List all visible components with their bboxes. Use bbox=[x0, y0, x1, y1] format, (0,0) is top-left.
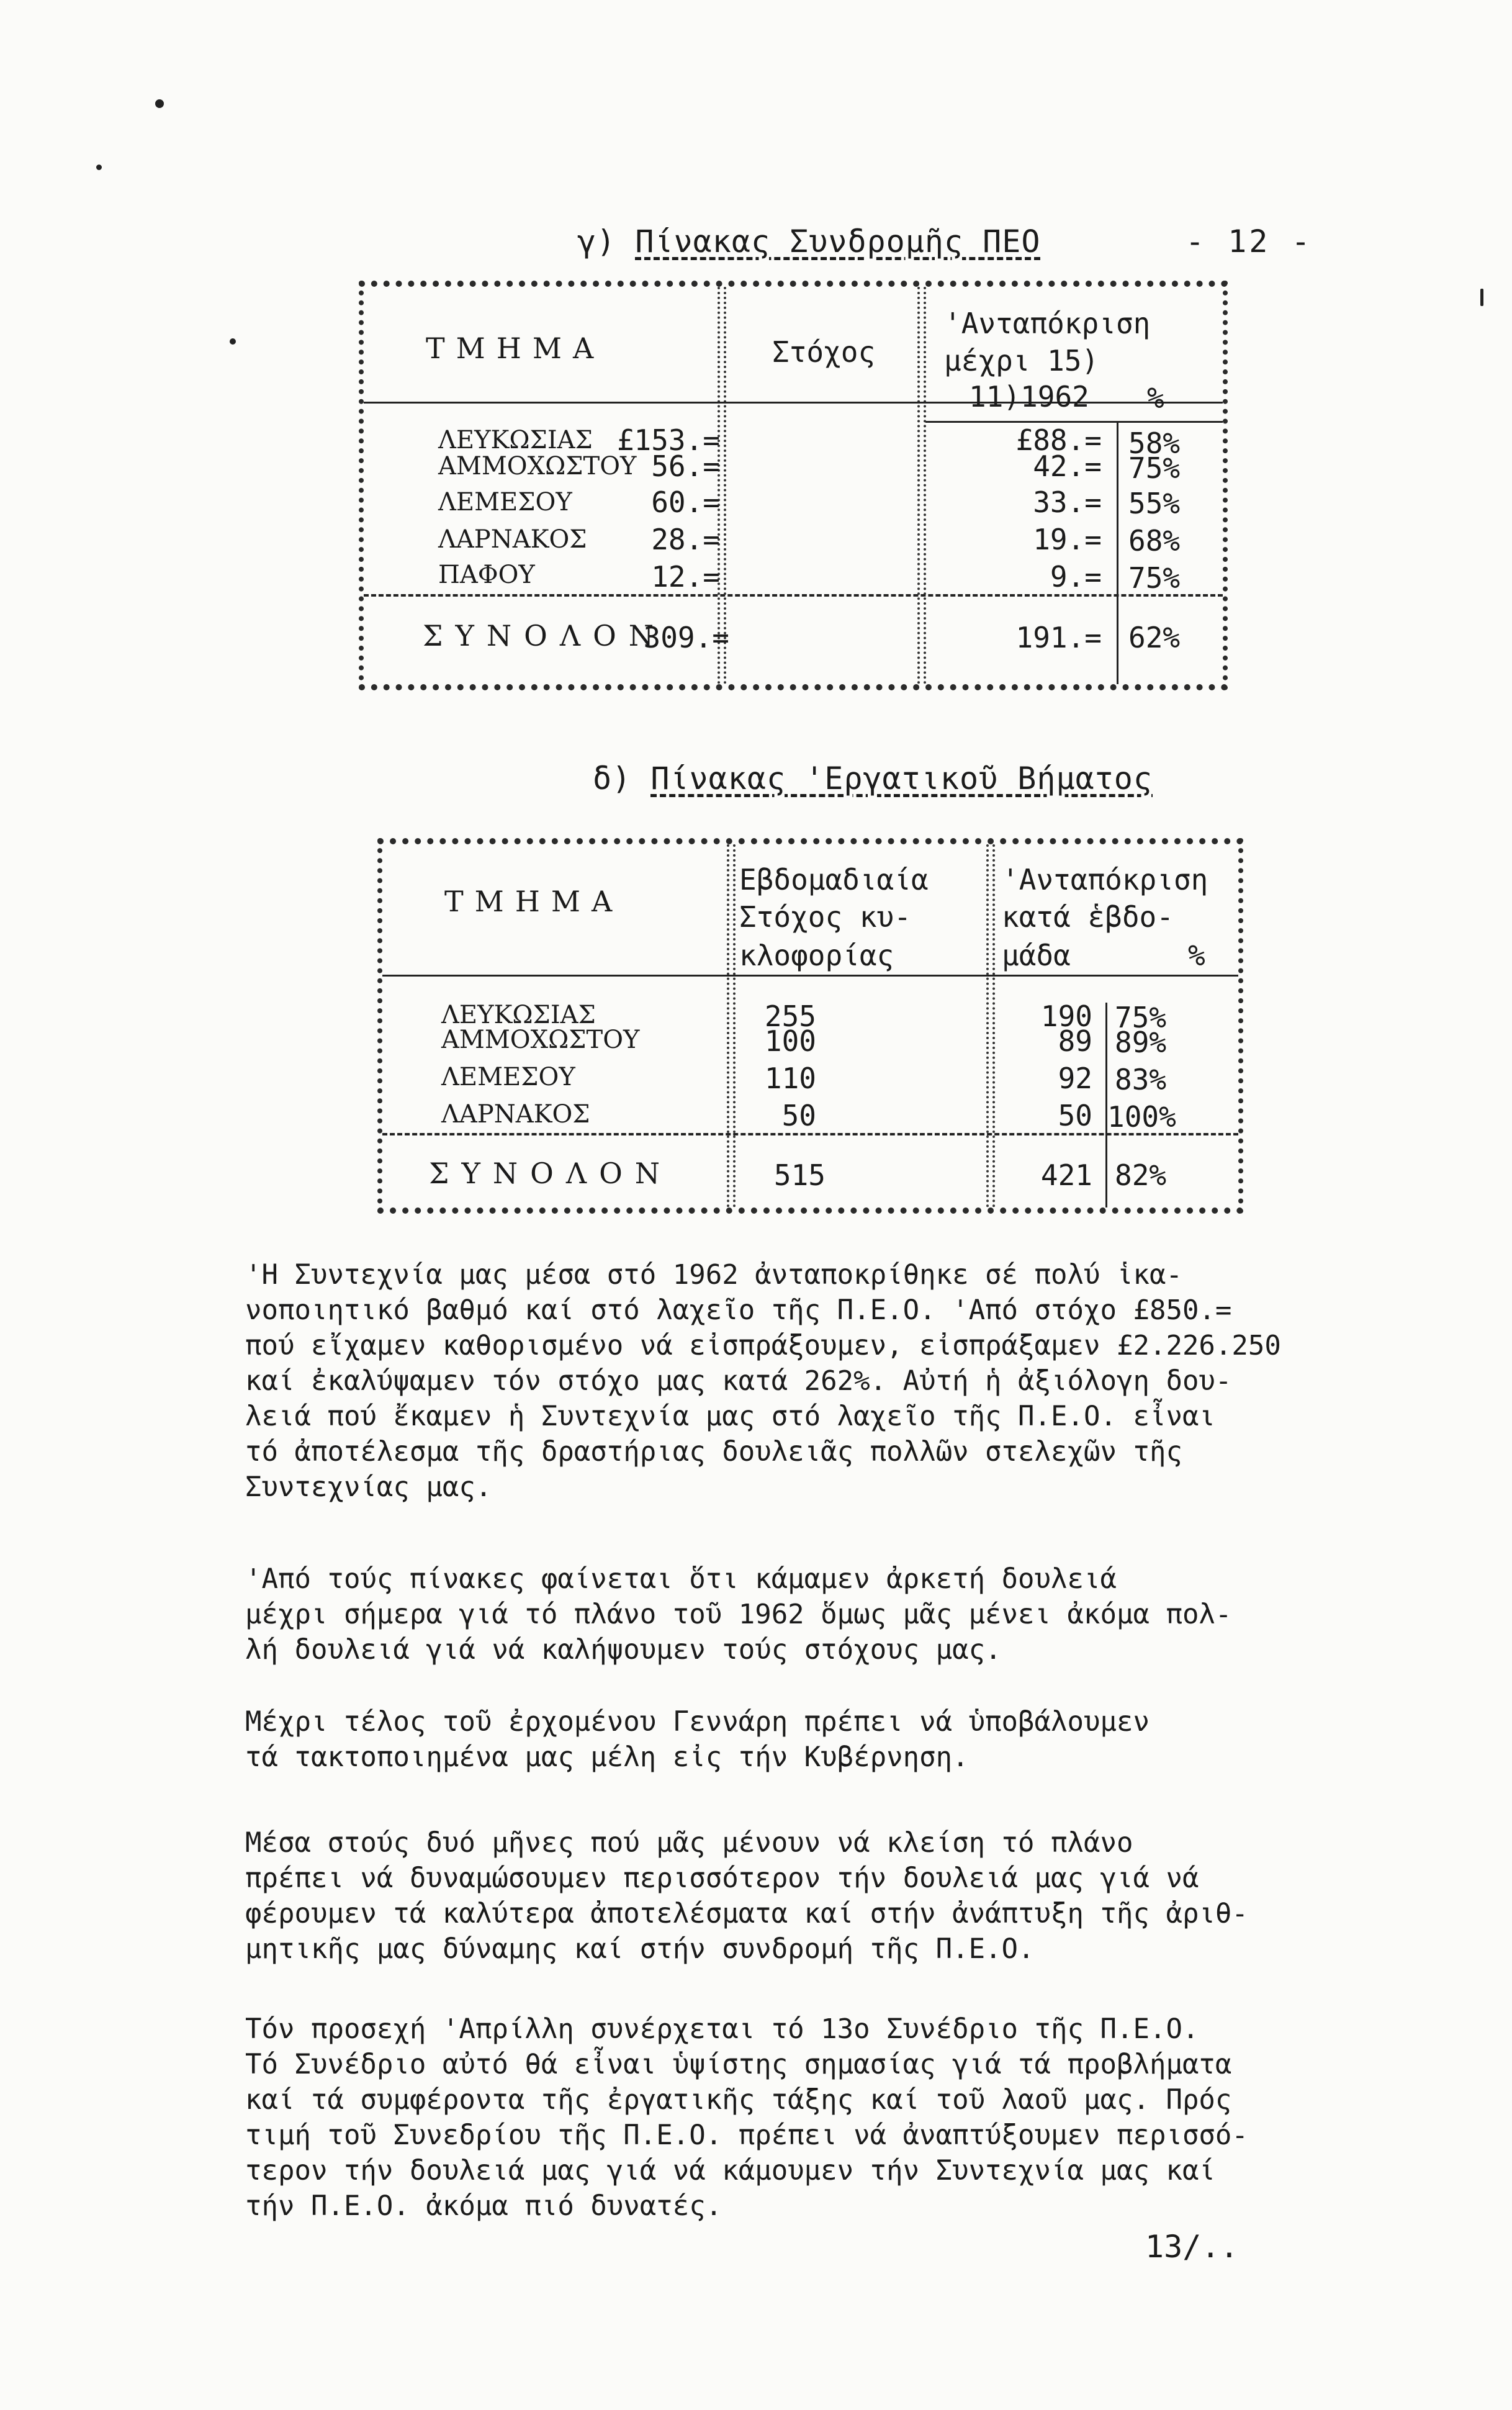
row-percent: 58% bbox=[1128, 426, 1181, 460]
scan-speck bbox=[1480, 289, 1483, 306]
header-weekly-1: Εβδομαδιαία bbox=[739, 863, 929, 896]
col-divider bbox=[727, 844, 736, 1207]
row-percent: 83% bbox=[1115, 1063, 1167, 1096]
row-dept: ΠΑΦΟΥ bbox=[438, 561, 535, 589]
total-target: 515 bbox=[773, 1158, 826, 1192]
row-target: £153.= bbox=[616, 423, 720, 457]
row-response: 42.= bbox=[1033, 449, 1102, 483]
header-dept: ΤΜΗΜΑ bbox=[444, 885, 624, 918]
col-divider bbox=[986, 844, 995, 1207]
row-response: 92 bbox=[1058, 1062, 1092, 1095]
row-response: 190 bbox=[1040, 1000, 1092, 1033]
row-dept: ΛΕΜΕΣΟΥ bbox=[441, 1063, 575, 1091]
total-target: 309.= bbox=[643, 621, 729, 654]
table-g-title-prefix: γ) bbox=[577, 223, 616, 260]
row-percent: 68% bbox=[1128, 524, 1181, 557]
row-response: 9.= bbox=[1050, 560, 1102, 593]
total-rule bbox=[364, 594, 1223, 597]
header-response-3: μάδα bbox=[1002, 939, 1071, 972]
header-response-2: κατά ἑβδο- bbox=[1002, 900, 1174, 934]
row-target: 255 bbox=[764, 1000, 816, 1033]
row-percent: 100% bbox=[1107, 1100, 1176, 1134]
row-target: 100 bbox=[764, 1024, 816, 1058]
table-d-title-prefix: δ) bbox=[593, 760, 632, 797]
row-response: 33.= bbox=[1033, 485, 1102, 519]
page-number: - 12 - bbox=[1186, 223, 1313, 260]
paragraph-congress: Τόν προσεχή 'Απρίλλη συνέρχεται τό 13ο Συνέδριο τῆς Π.Ε.Ο. Τό Συνέδριο αὐτό θά εἶναι ὑψίστης σημασίας γιά τά προβλήματα καί τά συμφέροντα τῆς ἐργατικῆς τάξης καί τοῦ λαοῦ μας. Πρός τιμή τοῦ Συνεδρίου τῆς Π.Ε.Ο. πρέπει νά ἀναπτύξουμεν περισσό- τερον τήν δουλειά μας γιά νά κάμουμεν τήν Συντεχνία μας καί τήν Π.Ε.Ο. ἀκόμα πιό δυνατές. bbox=[245, 2013, 1248, 2222]
table-g bbox=[359, 281, 1228, 690]
row-target: 28.= bbox=[651, 523, 720, 556]
response-header-rule bbox=[925, 421, 1223, 423]
table-g-title bbox=[577, 223, 1040, 260]
scan-speck bbox=[96, 165, 102, 170]
header-response-3: 11)1962 bbox=[969, 380, 1089, 413]
row-percent: 89% bbox=[1115, 1026, 1167, 1059]
row-dept: ΑΜΜΟΧΩΣΤΟΥ bbox=[441, 1026, 640, 1054]
row-target: 110 bbox=[764, 1062, 816, 1095]
total-label: ΣΥΝΟΛΟΝ bbox=[423, 619, 667, 652]
total-percent: 82% bbox=[1115, 1158, 1167, 1192]
scan-speck bbox=[230, 338, 236, 345]
row-response: £88.= bbox=[1015, 423, 1102, 457]
row-percent: 75% bbox=[1128, 561, 1181, 595]
row-response: 89 bbox=[1058, 1024, 1092, 1058]
row-target: 60.= bbox=[651, 485, 720, 519]
paragraph-members: Μέχρι τέλος τοῦ ἐρχομένου Γεννάρη πρέπει νά ὑποβάλουμεν τά τακτοποιημένα μας μέλη εἰς τήν Κυβέρνηση. bbox=[245, 1706, 1150, 1773]
header-percent: % bbox=[1147, 381, 1164, 415]
row-response: 50 bbox=[1058, 1099, 1092, 1132]
row-dept: ΛΑΡΝΑΚΟΣ bbox=[438, 525, 587, 554]
paragraph-lottery: 'Η Συντεχνία μας μέσα στό 1962 ἀνταποκρίθηκε σέ πολύ ἱκα- νοποιητικό βαθμό καί στό λαχεῖο τῆς Π.Ε.Ο. 'Από στόχο £850.= πού εἴχαμεν καθορισμένο νά εἰσπράξουμεν, εἰσπράξαμεν £2.226.250 καί ἐκαλύψαμεν τόν στόχο μας κατά 262%. Αὐτή ἡ ἀξιόλογη δου- λειά πού ἔκαμεν ἡ Συντεχνία μας στό λαχεῖο τῆς Π.Ε.Ο. εἶναι τό ἀποτέλεσμα τῆς δραστήριας δουλειᾶς πολλῶν στελεχῶν τῆς Συντεχνίας μας. bbox=[245, 1259, 1281, 1503]
paragraph-progress: 'Από τούς πίνακες φαίνεται ὅτι κάμαμεν ἀρκετή δουλειά μέχρι σήμερα γιά τό πλάνο τοῦ 1962 ὅμως μᾶς μένει ἀκόμα πολ- λή δουλειά γιά νά καλήψουμεν τούς στόχους μας. bbox=[245, 1563, 1232, 1666]
paragraph-plan: Μέσα στούς δυό μῆνες πού μᾶς μένουν νά κλείση τό πλάνο πρέπει νά δυναμώσουμεν περισσότερον τήν δουλειά μας γιά νά φέρουμεν τά καλύτερα ἀποτελέσματα καί στήν ἀνάπτυξη τῆς ἀριθ- μητικῆς μας δύναμης καί στήν συνδρομή τῆς Π.Ε.Ο. bbox=[245, 1827, 1248, 1965]
total-label: ΣΥΝΟΛΟΝ bbox=[429, 1157, 673, 1190]
header-weekly-3: κλοφορίας bbox=[739, 939, 894, 972]
total-response: 191.= bbox=[1015, 621, 1102, 654]
row-dept: ΛΕΜΕΣΟΥ bbox=[438, 488, 572, 517]
row-response: 19.= bbox=[1033, 523, 1102, 556]
table-g-title-text: Πίνακας Συνδρομῆς ΠΕΟ bbox=[635, 223, 1041, 260]
row-target: 56.= bbox=[651, 449, 720, 483]
header-rule bbox=[382, 975, 1238, 977]
percent-divider bbox=[1117, 422, 1118, 684]
header-rule bbox=[364, 402, 1223, 404]
header-response-2: μέχρι 15) bbox=[944, 344, 1099, 377]
total-percent: 62% bbox=[1128, 621, 1181, 654]
row-target: 50 bbox=[781, 1099, 816, 1132]
header-response-1: 'Ανταπόκριση bbox=[1002, 863, 1208, 896]
col-divider bbox=[917, 287, 926, 684]
total-response: 421 bbox=[1040, 1158, 1092, 1192]
row-target: 12.= bbox=[651, 560, 720, 593]
row-dept: ΑΜΜΟΧΩΣΤΟΥ bbox=[438, 452, 637, 481]
table-d-title-text: Πίνακας 'Εργατικοῦ Βήματος bbox=[650, 760, 1153, 797]
continuation-marker: 13/.. bbox=[1145, 2229, 1239, 2265]
row-dept: ΛΕΥΚΩΣΙΑΣ bbox=[441, 1001, 596, 1029]
row-percent: 55% bbox=[1128, 487, 1181, 520]
header-percent: % bbox=[1188, 939, 1205, 972]
header-dept: ΤΜΗΜΑ bbox=[426, 332, 605, 365]
scan-speck bbox=[155, 99, 164, 108]
row-dept: ΛΕΥΚΩΣΙΑΣ bbox=[438, 426, 593, 454]
row-percent: 75% bbox=[1115, 1001, 1167, 1034]
table-d bbox=[377, 838, 1243, 1214]
header-target: Στόχος bbox=[772, 335, 876, 369]
table-d-title bbox=[593, 760, 1153, 797]
row-percent: 75% bbox=[1128, 451, 1181, 485]
row-dept: ΛΑΡΝΑΚΟΣ bbox=[441, 1100, 590, 1129]
header-response-1: 'Ανταπόκριση bbox=[944, 307, 1151, 340]
header-weekly-2: Στόχος κυ- bbox=[739, 900, 911, 934]
